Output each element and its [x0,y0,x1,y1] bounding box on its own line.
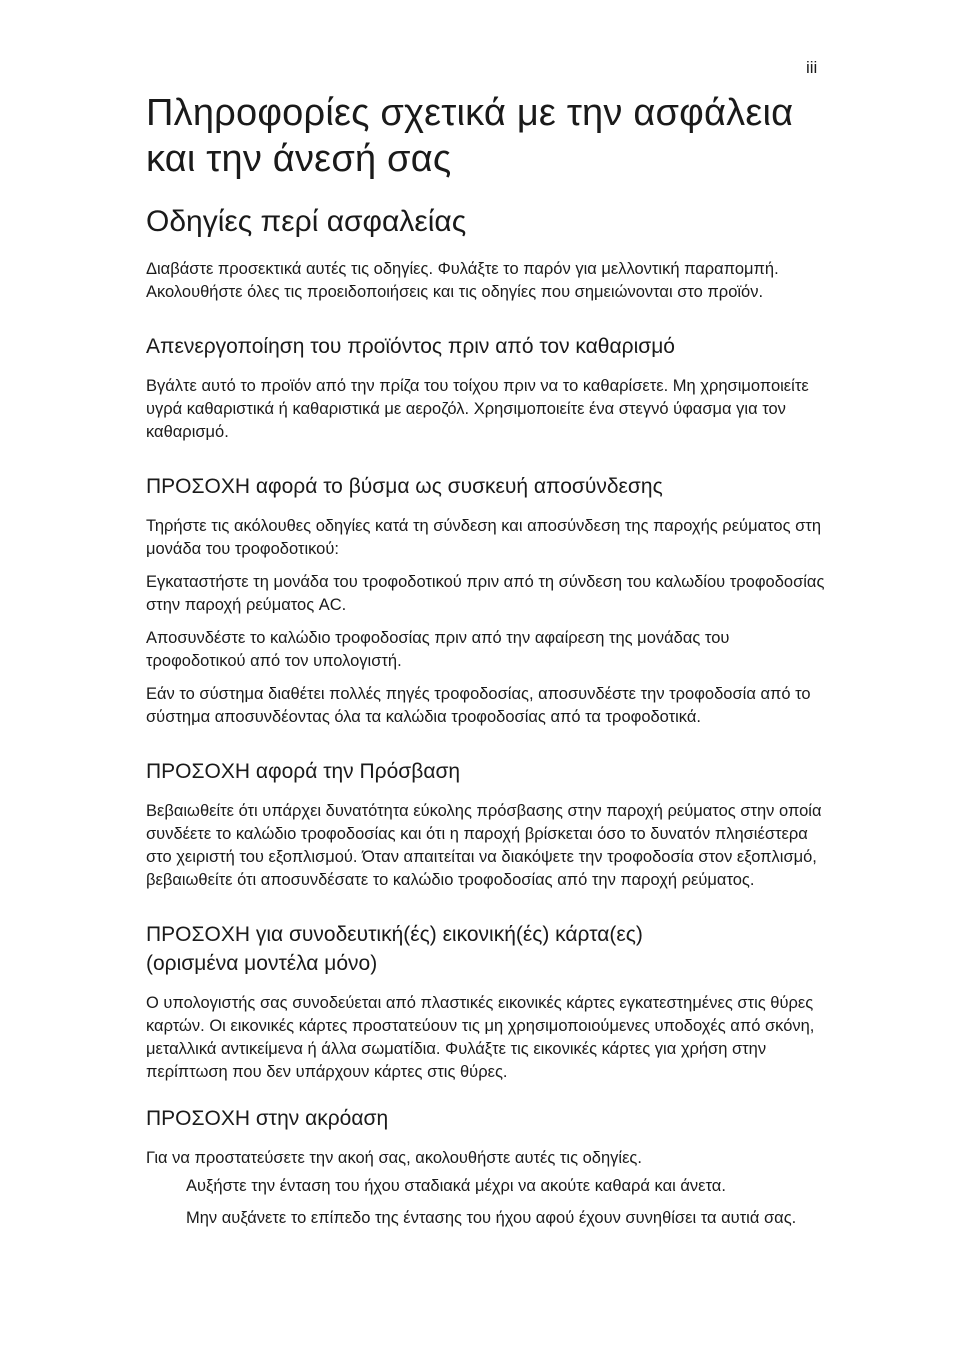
paragraph: Εάν το σύστημα διαθέτει πολλές πηγές τροφοδοσίας, αποσυνδέστε την τροφοδοσία από το σύστημα αποσυνδέοντας όλα τα καλώδια τροφοδοσίας από τα τροφοδοτικά. [146,685,811,726]
paragraph: Αποσυνδέστε το καλώδιο τροφοδοσίας πριν από την αφαίρεση της μονάδας του τροφοδοτικού από τον υπολογιστή. [146,629,730,670]
paragraph: Εγκαταστήστε τη μονάδα του τροφοδοτικού πριν από τη σύνδεση του καλωδίου τροφοδοσίας στην παροχή ρεύματος AC. [146,573,825,614]
page-title: Πληροφορίες σχετικά με την ασφάλεια και την άνεσή σας [146,92,794,180]
section-heading: Απενεργοποίηση του προϊόντος πριν από τον καθαρισμό [146,335,675,358]
intro-paragraph: Διαβάστε προσεκτικά αυτές τις οδηγίες. Φυλάξτε το παρόν για μελλοντική παραπομπή. Ακολουθήστε όλες τις προειδοποιήσεις και τις οδηγίες που σημειώνονται στο προϊόν. [146,260,779,301]
section-heading: ΠΡΟΣΟΧΗ στην ακρόαση [146,1107,389,1130]
page-number: iii [806,58,818,77]
section-hearing [146,1104,832,1233]
section-cleaning [146,332,832,444]
section-heading-line: ΠΡΟΣΟΧΗ για συνοδευτική(ές) εικονική(ές) κάρτα(ες) [146,923,643,946]
section-heading [146,920,832,978]
section-heading-line: (ορισμένα μοντέλα μόνο) [146,952,378,975]
list-item: Αυξήστε την ένταση του ήχου σταδιακά μέχρι να ακούτε καθαρά και άνετα. [186,1177,726,1195]
list-item: Μην αυξάνετε το επίπεδο της έντασης του ήχου αφού έχουν συνηθίσει τα αυτιά σας. [186,1209,797,1227]
paragraph: Βγάλτε αυτό το προϊόν από την πρίζα του τοίχου πριν να το καθαρίσετε. Μη χρησιμοποιείτε υγρά καθαριστικά ή καθαριστικά με αεροζόλ. Χρησιμοποιείτε ένα στεγνό ύφασμα για τον καθαρισμό. [146,377,809,441]
paragraph: Για να προστατεύσετε την ακοή σας, ακολουθήστε αυτές τις οδηγίες. [146,1149,642,1167]
section-title: Οδηγίες περί ασφαλείας [146,205,467,238]
section-access [146,757,832,892]
paragraph: Τηρήστε τις ακόλουθες οδηγίες κατά τη σύνδεση και αποσύνδεση της παροχής ρεύματος στη μονάδα του τροφοδοτικού: [146,517,821,558]
section-heading: ΠΡΟΣΟΧΗ αφορά την Πρόσβαση [146,760,461,783]
paragraph: Ο υπολογιστής σας συνοδεύεται από πλαστικές εικονικές κάρτες εγκατεστημένες στις θύρες καρτών. Οι εικονικές κάρτες προστατεύουν τις μη χρησιμοποιούμενες υποδοχές από σκόνη, μεταλλικά αντικείμενα ή άλλα σωματίδια. Φυλάξτε τις εικονικές κάρτες για χρήση στην περίπτωση που δεν υπάρχουν κάρτες στις θύρες. [146,994,815,1081]
document-body [146,90,832,1236]
section-dummy-cards [146,920,832,1084]
paragraph: Βεβαιωθείτε ότι υπάρχει δυνατότητα εύκολης πρόσβασης στην παροχή ρεύματος στην οποία συνδέετε το καλώδιο τροφοδοσίας και ότι η παροχή βρίσκεται όσο το δυνατόν πλησιέστερα στο χειριστή του εξοπλισμού. Όταν απαιτείται να διακόψετε την τροφοδοσία στον εξοπλισμό, βεβαιωθείτε ότι αποσυνδέσατε το καλώδιο τροφοδοσίας από την παροχή ρεύματος. [146,802,822,889]
section-heading: ΠΡΟΣΟΧΗ αφορά το βύσμα ως συσκευή αποσύνδεσης [146,475,663,498]
section-plug-disconnect [146,472,832,729]
